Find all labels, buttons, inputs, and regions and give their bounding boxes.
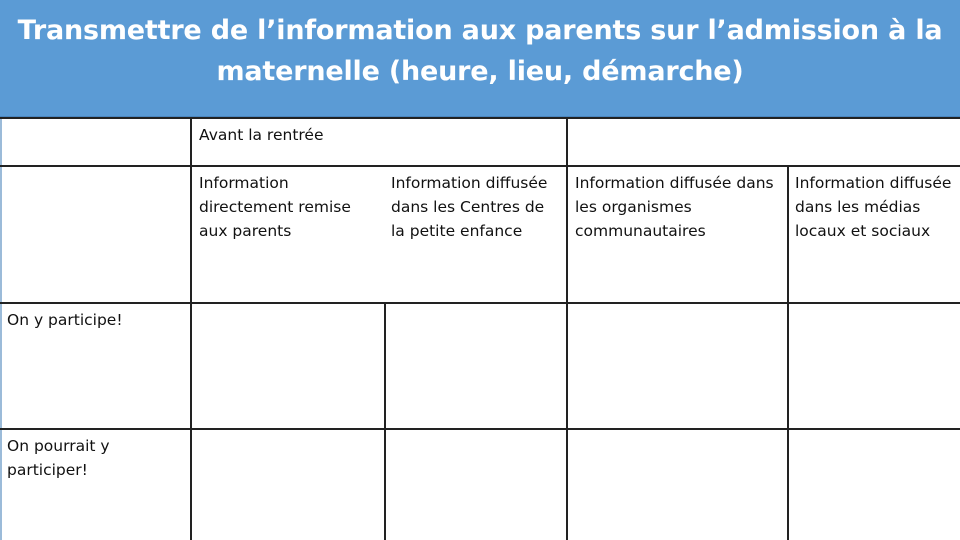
- title-bar: [0, 0, 960, 117]
- column-header-2: Information diffusée dans les Centres de la petite enfance: [391, 174, 548, 240]
- header-group-avant-la-rentree: Avant la rentrée: [199, 126, 324, 144]
- table-cell-r1-c4[interactable]: [789, 304, 960, 428]
- col-divider-header: [566, 117, 568, 165]
- slide-title: Transmettre de l’information aux parents sur l’admission à la maternelle (heure, lieu, démarche): [17, 15, 943, 87]
- table-cell-r2-c2[interactable]: [386, 430, 566, 540]
- row-label-participe: On y participe!: [7, 311, 123, 329]
- table-cell-r2-c1[interactable]: [192, 430, 384, 540]
- column-header-1: Information directement remise aux parents: [199, 174, 351, 240]
- table-cell-r1-c3[interactable]: [568, 304, 787, 428]
- table-cell-r1-c1[interactable]: [192, 304, 384, 428]
- column-header-4: Information diffusée dans les médias locaux et sociaux: [795, 174, 952, 240]
- participation-table: [0, 117, 960, 540]
- column-header-3: Information diffusée dans les organismes communautaires: [575, 174, 774, 240]
- row-label-pourrait-participer: On pourrait y participer!: [7, 437, 110, 479]
- table-cell-r2-c3[interactable]: [568, 430, 787, 540]
- table-cell-r1-c2[interactable]: [386, 304, 566, 428]
- table-cell-r2-c4[interactable]: [789, 430, 960, 540]
